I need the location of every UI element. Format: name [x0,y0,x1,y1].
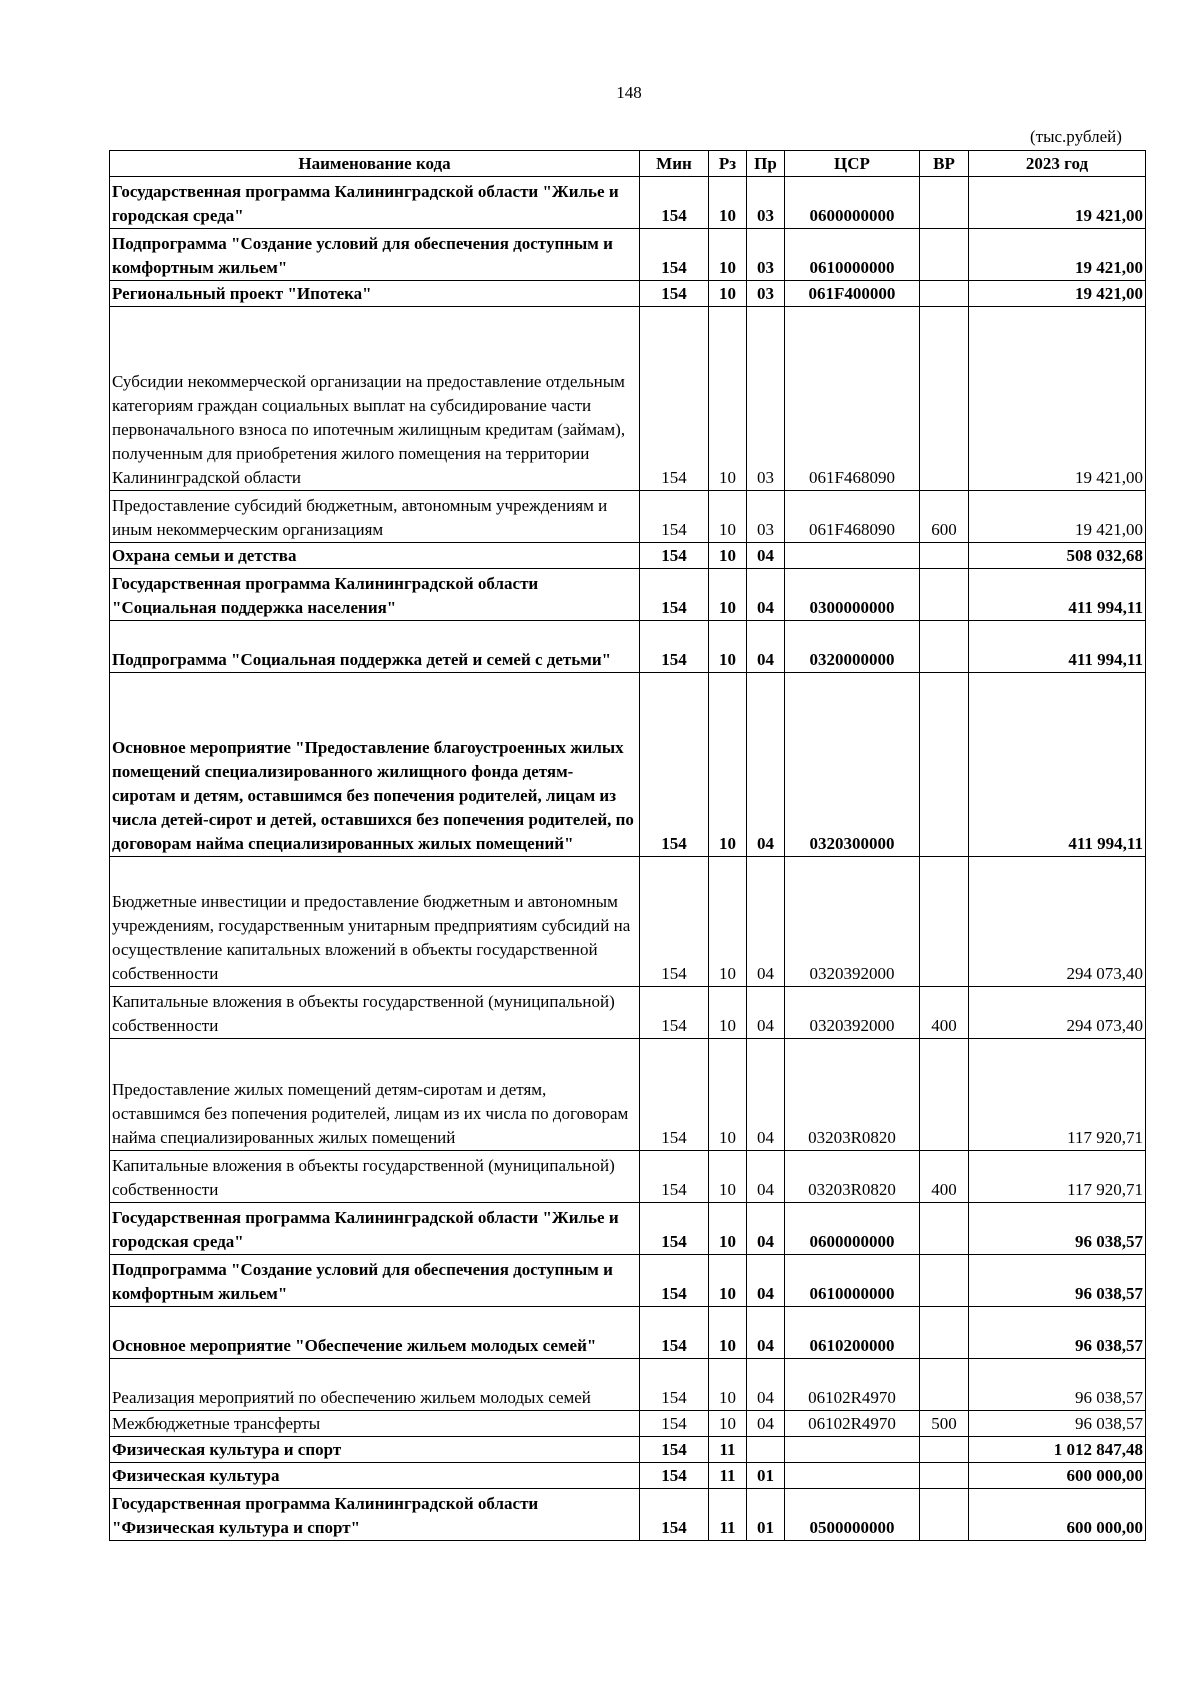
cell-csr: 06102R4970 [785,1411,920,1437]
cell-amount: 411 994,11 [969,569,1146,621]
cell-csr: 0610200000 [785,1307,920,1359]
cell-vr: 400 [920,987,969,1039]
table-row [110,1437,1146,1463]
cell-vr [920,1255,969,1307]
cell-name: Основное мероприятие "Обеспечение жильем молодых семей" [110,1307,640,1359]
cell-vr [920,177,969,229]
cell-csr: 061F400000 [785,281,920,307]
cell-csr: 0600000000 [785,177,920,229]
table-row [110,491,1146,543]
cell-vr [920,1359,969,1411]
cell-name: Реализация мероприятий по обеспечению жильем молодых семей [110,1359,640,1411]
cell-vr [920,1463,969,1489]
cell-pr: 04 [747,569,785,621]
cell-amount: 19 421,00 [969,229,1146,281]
cell-rz: 10 [709,1151,747,1203]
cell-name: Предоставление субсидий бюджетным, автономным учреждениям и иным некоммерческим организациям [110,491,640,543]
cell-pr: 03 [747,281,785,307]
header-min: Мин [640,151,709,177]
cell-min: 154 [640,1203,709,1255]
cell-amount: 1 012 847,48 [969,1437,1146,1463]
table-row [110,1489,1146,1541]
cell-vr [920,543,969,569]
header-vr: ВР [920,151,969,177]
cell-vr [920,1489,969,1541]
cell-vr [920,229,969,281]
cell-amount: 117 920,71 [969,1151,1146,1203]
cell-min: 154 [640,1489,709,1541]
cell-pr: 03 [747,491,785,543]
cell-min: 154 [640,857,709,987]
cell-amount: 294 073,40 [969,857,1146,987]
cell-rz: 10 [709,857,747,987]
cell-min: 154 [640,987,709,1039]
cell-pr: 04 [747,1039,785,1151]
cell-min: 154 [640,1463,709,1489]
table-row [110,857,1146,987]
cell-name: Подпрограмма "Создание условий для обеспечения доступным и комфортным жильем" [110,1255,640,1307]
cell-pr: 04 [747,1203,785,1255]
header-pr: Пр [747,151,785,177]
cell-name: Предоставление жилых помещений детям-сиротам и детям, оставшимся без попечения родителей, лицам из их числа по договорам найма специализированных жилых помещений [110,1039,640,1151]
cell-amount: 19 421,00 [969,281,1146,307]
cell-rz: 10 [709,543,747,569]
cell-csr: 03203R0820 [785,1039,920,1151]
cell-vr [920,857,969,987]
cell-min: 154 [640,281,709,307]
table-row [110,307,1146,491]
cell-amount: 19 421,00 [969,491,1146,543]
cell-amount: 96 038,57 [969,1411,1146,1437]
cell-rz: 10 [709,1255,747,1307]
cell-name: Государственная программа Калининградской области "Жилье и городская среда" [110,1203,640,1255]
table-row [110,229,1146,281]
cell-vr [920,1203,969,1255]
cell-name: Региональный проект "Ипотека" [110,281,640,307]
cell-csr [785,1463,920,1489]
cell-name: Государственная программа Калининградской области "Социальная поддержка населения" [110,569,640,621]
cell-vr [920,307,969,491]
cell-csr: 0600000000 [785,1203,920,1255]
cell-rz: 10 [709,491,747,543]
cell-vr [920,673,969,857]
cell-name: Государственная программа Калининградской области "Жилье и городская среда" [110,177,640,229]
cell-pr: 04 [747,1151,785,1203]
cell-pr: 01 [747,1489,785,1541]
cell-pr: 04 [747,987,785,1039]
cell-name: Капитальные вложения в объекты государственной (муниципальной) собственности [110,1151,640,1203]
cell-min: 154 [640,621,709,673]
cell-pr: 04 [747,1307,785,1359]
cell-name: Физическая культура и спорт [110,1437,640,1463]
cell-vr [920,569,969,621]
table-row [110,569,1146,621]
cell-vr [920,1039,969,1151]
cell-min: 154 [640,1437,709,1463]
table-row [110,281,1146,307]
table-row [110,621,1146,673]
cell-min: 154 [640,1411,709,1437]
cell-amount: 19 421,00 [969,177,1146,229]
table-row [110,1307,1146,1359]
cell-name: Государственная программа Калининградской области "Физическая культура и спорт" [110,1489,640,1541]
cell-csr: 0320392000 [785,857,920,987]
table-row [110,1255,1146,1307]
cell-rz: 10 [709,281,747,307]
cell-rz: 10 [709,1411,747,1437]
cell-pr: 04 [747,1359,785,1411]
cell-vr: 400 [920,1151,969,1203]
cell-min: 154 [640,229,709,281]
cell-amount: 411 994,11 [969,673,1146,857]
cell-name: Подпрограмма "Социальная поддержка детей и семей с детьми" [110,621,640,673]
cell-min: 154 [640,1307,709,1359]
header-amount: 2023 год [969,151,1146,177]
cell-name: Подпрограмма "Создание условий для обеспечения доступным и комфортным жильем" [110,229,640,281]
cell-vr: 600 [920,491,969,543]
table-row [110,1359,1146,1411]
cell-csr: 061F468090 [785,491,920,543]
cell-rz: 10 [709,1039,747,1151]
cell-amount: 117 920,71 [969,1039,1146,1151]
cell-min: 154 [640,1359,709,1411]
cell-vr [920,281,969,307]
cell-min: 154 [640,543,709,569]
cell-pr: 04 [747,673,785,857]
cell-rz: 11 [709,1437,747,1463]
header-csr: ЦСР [785,151,920,177]
cell-name: Бюджетные инвестиции и предоставление бюджетным и автономным учреждениям, государственным унитарным предприятиям субсидий на осуществление капитальных вложений в объекты государственной собственности [110,857,640,987]
cell-pr: 04 [747,543,785,569]
cell-pr: 04 [747,621,785,673]
cell-csr [785,1437,920,1463]
table-row [110,543,1146,569]
cell-amount: 600 000,00 [969,1489,1146,1541]
cell-csr: 0320000000 [785,621,920,673]
cell-pr: 01 [747,1463,785,1489]
header-name: Наименование кода [110,151,640,177]
cell-amount: 411 994,11 [969,621,1146,673]
budget-table [109,150,1146,1541]
cell-name: Межбюджетные трансферты [110,1411,640,1437]
cell-amount: 294 073,40 [969,987,1146,1039]
table-row [110,987,1146,1039]
cell-pr: 03 [747,177,785,229]
cell-rz: 10 [709,987,747,1039]
cell-min: 154 [640,307,709,491]
cell-csr: 0500000000 [785,1489,920,1541]
cell-rz: 10 [709,569,747,621]
cell-min: 154 [640,1255,709,1307]
header-rz: Рз [709,151,747,177]
cell-rz: 10 [709,229,747,281]
cell-name: Охрана семьи и детства [110,543,640,569]
cell-pr: 03 [747,307,785,491]
units-label: (тыс.рублей) [1030,127,1122,146]
cell-csr: 0320392000 [785,987,920,1039]
cell-rz: 10 [709,1203,747,1255]
table-row [110,1463,1146,1489]
cell-pr [747,1437,785,1463]
cell-amount: 19 421,00 [969,307,1146,491]
cell-rz: 10 [709,621,747,673]
cell-csr: 061F468090 [785,307,920,491]
cell-amount: 600 000,00 [969,1463,1146,1489]
cell-pr: 03 [747,229,785,281]
cell-rz: 10 [709,307,747,491]
header-row [110,151,1146,177]
cell-min: 154 [640,491,709,543]
table-row [110,1203,1146,1255]
cell-amount: 96 038,57 [969,1359,1146,1411]
cell-rz: 10 [709,177,747,229]
cell-amount: 96 038,57 [969,1255,1146,1307]
cell-vr [920,1307,969,1359]
cell-pr: 04 [747,857,785,987]
cell-pr: 04 [747,1411,785,1437]
cell-vr: 500 [920,1411,969,1437]
table-row [110,177,1146,229]
cell-rz: 10 [709,673,747,857]
cell-name: Физическая культура [110,1463,640,1489]
table-row [110,1151,1146,1203]
cell-name: Субсидии некоммерческой организации на предоставление отдельным категориям граждан социальных выплат на субсидирование части первоначального взноса по ипотечным жилищным кредитам (займам), полученным для приобретения жилого помещения на территории Калининградской области [110,307,640,491]
cell-min: 154 [640,673,709,857]
cell-min: 154 [640,1039,709,1151]
cell-csr: 0610000000 [785,1255,920,1307]
cell-min: 154 [640,177,709,229]
table-row [110,1039,1146,1151]
page-number: 148 [616,83,642,102]
cell-min: 154 [640,1151,709,1203]
cell-vr [920,621,969,673]
cell-csr: 06102R4970 [785,1359,920,1411]
cell-pr: 04 [747,1255,785,1307]
cell-amount: 96 038,57 [969,1203,1146,1255]
cell-name: Капитальные вложения в объекты государственной (муниципальной) собственности [110,987,640,1039]
cell-csr [785,543,920,569]
cell-min: 154 [640,569,709,621]
cell-rz: 10 [709,1359,747,1411]
cell-csr: 0320300000 [785,673,920,857]
table-row [110,1411,1146,1437]
cell-rz: 11 [709,1489,747,1541]
cell-rz: 10 [709,1307,747,1359]
cell-amount: 96 038,57 [969,1307,1146,1359]
cell-amount: 508 032,68 [969,543,1146,569]
cell-csr: 0300000000 [785,569,920,621]
table-row [110,673,1146,857]
cell-rz: 11 [709,1463,747,1489]
cell-csr: 0610000000 [785,229,920,281]
cell-vr [920,1437,969,1463]
cell-name: Основное мероприятие "Предоставление благоустроенных жилых помещений специализированного жилищного фонда детям-сиротам и детям, оставшимся без попечения родителей, лицам из числа детей-сирот и детей, оставшихся без попечения родителей, по договорам найма специализированных жилых помещений" [110,673,640,857]
cell-csr: 03203R0820 [785,1151,920,1203]
